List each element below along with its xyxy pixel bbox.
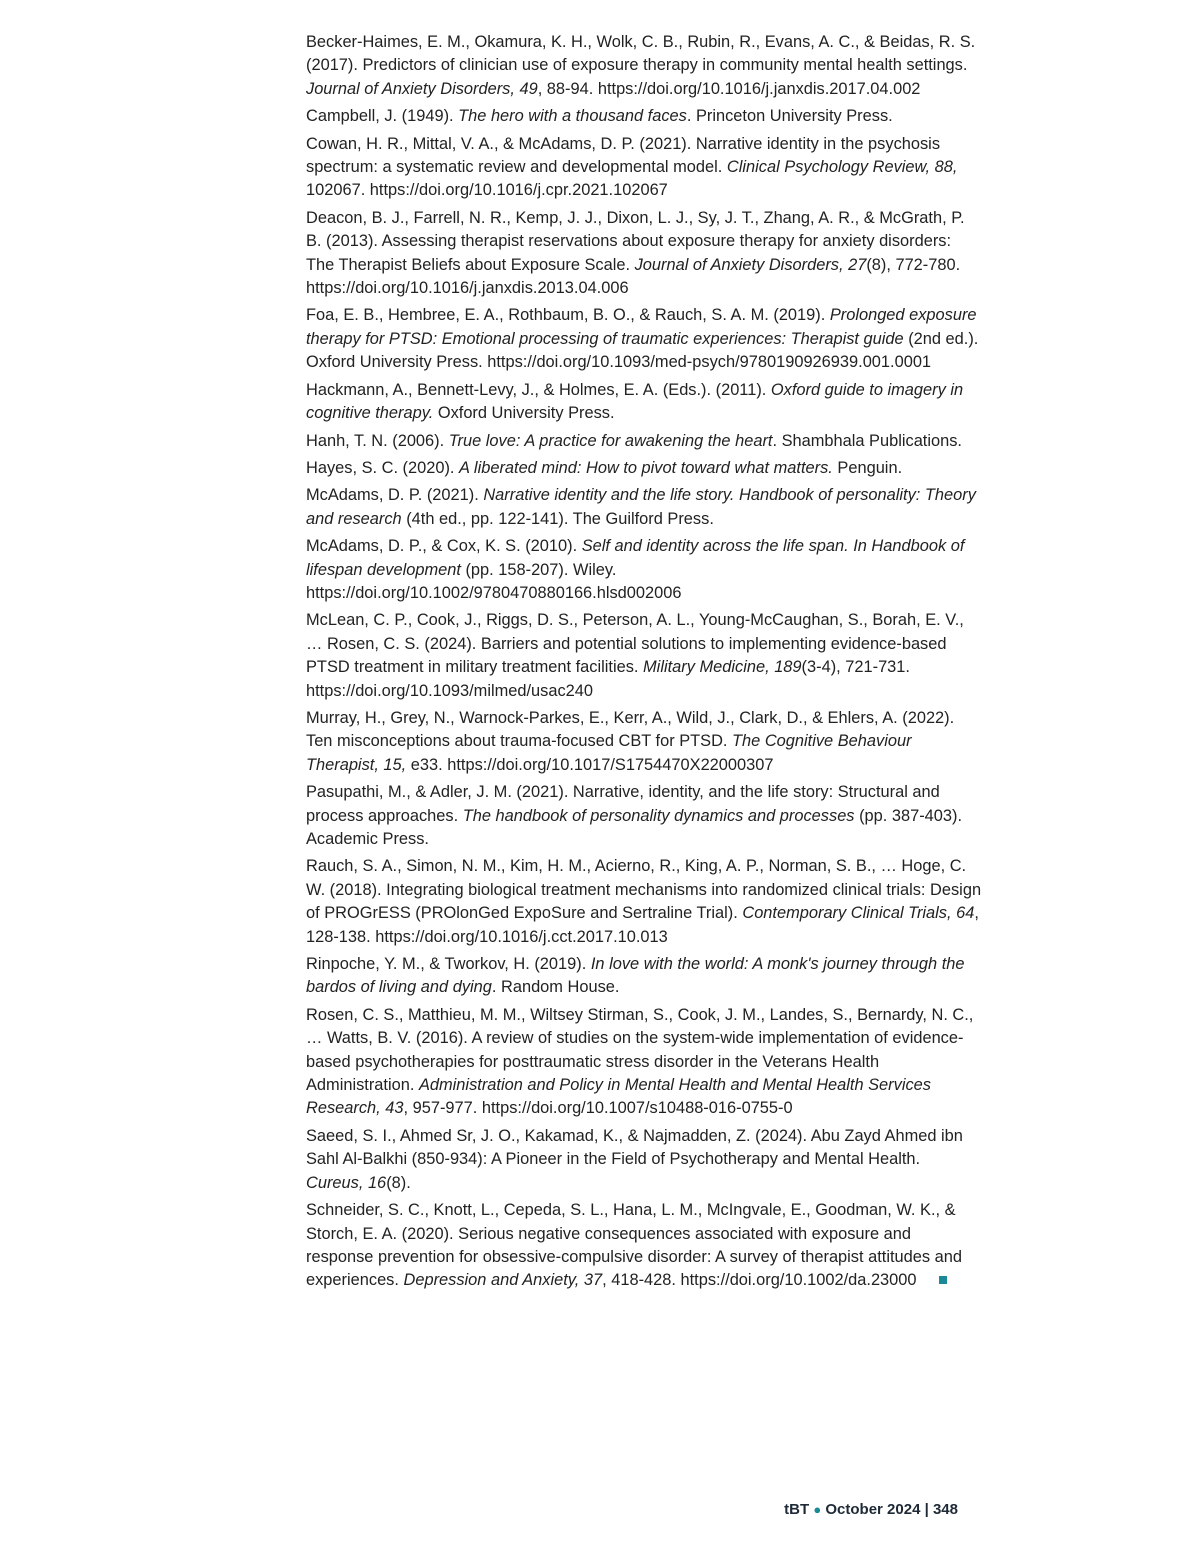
reference-text: (8), 772-780. https://doi.org/10.1016/j.janxdis.2013.04.006 bbox=[306, 255, 961, 298]
reference-entry bbox=[306, 457, 982, 480]
reference-entry bbox=[306, 707, 982, 777]
reference-italic-text: Oxford guide to imagery in cognitive therapy. bbox=[306, 380, 964, 423]
reference-text: Foa, E. B., Hembree, E. A., Rothbaum, B. O., & Rauch, S. A. M. (2019). bbox=[306, 306, 830, 325]
reference-text: Hayes, S. C. (2020). bbox=[306, 458, 460, 477]
reference-italic-text: The hero with a thousand faces bbox=[458, 107, 687, 126]
reference-italic-text: Self and identity across the life span. In Handbook of lifespan development bbox=[306, 537, 965, 579]
reference-text: Becker-Haimes, E. M., Okamura, K. H., Wolk, C. B., Rubin, R., Evans, A. C., & Beidas, R. S. (2017). Predictors of clinician use of exposure therapy in community mental health settings. bbox=[306, 33, 976, 75]
reference-text: (4th ed., pp. 122-141). The Guilford Press. bbox=[401, 509, 714, 528]
reference-text: Schneider, S. C., Knott, L., Cepeda, S. L., Hana, L. M., McIngvale, E., Goodman, W. K., & Storch, E. A. (2020). Serious negative consequences associated with exposure and response prevention for obsessive-compulsive disorder: A survey of therapist attitudes and experiences. bbox=[306, 1201, 962, 1290]
reference-italic-text: In love with the world: A monk's journey through the bardos of living and dying bbox=[306, 955, 965, 997]
reference-entry bbox=[306, 207, 982, 301]
reference-entry bbox=[306, 304, 982, 374]
reference-text: . Princeton University Press. bbox=[686, 107, 893, 126]
reference-entry bbox=[306, 609, 982, 703]
reference-italic-text: Clinical Psychology Review, 88, bbox=[726, 158, 958, 177]
reference-italic-text: Administration and Policy in Mental Health and Mental Health Services Research, 43 bbox=[306, 1076, 931, 1118]
reference-entry bbox=[306, 953, 982, 1000]
reference-italic-text: Contemporary Clinical Trials, 64 bbox=[742, 904, 975, 923]
reference-text: Deacon, B. J., Farrell, N. R., Kemp, J. J., Dixon, L. J., Sy, J. T., Zhang, A. R., & McGrath, P. B. (2013). Assessing therapist reservations about exposure therapy for anxiety disorders: The Therapist Beliefs about Exposure Scale. bbox=[306, 208, 965, 274]
reference-text: (3-4), 721-731. https://doi.org/10.1093/milmed/usac240 bbox=[306, 658, 910, 700]
reference-text: McLean, C. P., Cook, J., Riggs, D. S., Peterson, A. L., Young-McCaughan, S., Borah, E. V., … Rosen, C. S. (2024). Barriers and potential solutions to implementing evidence-based PTSD treatment in military treatment facilities. bbox=[306, 611, 964, 677]
footer-dot: ● bbox=[813, 1502, 822, 1517]
reference-text: Rosen, C. S., Matthieu, M. M., Wiltsey Stirman, S., Cook, J. M., Landes, S., Bernardy, N. C., … Watts, B. V. (2016). A review of studies on the system-wide implementation of evidence-based psychotherapies for posttraumatic stress disorder in the Veterans Health Administration. bbox=[306, 1005, 974, 1095]
reference-text: (2nd ed.). Oxford University Press. https://doi.org/10.1093/med-psych/9780190926939.001.0001 bbox=[306, 329, 979, 372]
reference-text: Pasupathi, M., & Adler, J. M. (2021). Narrative, identity, and the life story: Structural and process approaches. bbox=[306, 783, 940, 825]
reference-italic-text: Military Medicine, 189 bbox=[643, 658, 802, 677]
reference-text: , 128-138. https://doi.org/10.1016/j.cct.2017.10.013 bbox=[306, 904, 979, 946]
reference-text: Cowan, H. R., Mittal, V. A., & McAdams, D. P. (2021). Narrative identity in the psychosis spectrum: a systematic review and developmental model. bbox=[306, 134, 941, 177]
publication-name: tBT bbox=[784, 1501, 810, 1518]
reference-text: Rauch, S. A., Simon, N. M., Kim, H. M., Acierno, R., King, A. P., Norman, S. B., … Hoge, C. W. (2018). Integrating biological treatment mechanisms into randomized clinical trials: Design of PROGrESS (PROlonGed ExpoSure and Sertraline Trial). bbox=[306, 857, 982, 923]
reference-text: 102067. https://doi.org/10.1016/j.cpr.2021.102067 bbox=[306, 181, 668, 200]
reference-text: (8). bbox=[386, 1173, 411, 1192]
reference-entry bbox=[306, 1125, 982, 1195]
reference-list bbox=[306, 31, 982, 1297]
reference-entry bbox=[306, 133, 982, 203]
reference-text: e33. https://doi.org/10.1017/S1754470X22000307 bbox=[406, 755, 774, 774]
reference-entry bbox=[306, 379, 982, 426]
reference-italic-text: Cureus, 16 bbox=[306, 1173, 387, 1192]
reference-italic-text: Prolonged exposure therapy for PTSD: Emotional processing of traumatic experiences: Therapist guide bbox=[306, 306, 977, 348]
issue-date: October 2024 bbox=[825, 1501, 921, 1518]
reference-entry bbox=[306, 855, 982, 949]
reference-italic-text: Narrative identity and the life story. Handbook of personality: Theory and research bbox=[306, 486, 976, 528]
reference-text: , 957-977. https://doi.org/10.1007/s10488-016-0755-0 bbox=[403, 1099, 793, 1118]
reference-italic-text: The Cognitive Behaviour Therapist, 15, bbox=[306, 732, 912, 774]
reference-text: Murray, H., Grey, N., Warnock-Parkes, E., Kerr, A., Wild, J., Clark, D., & Ehlers, A. (2022). Ten misconceptions about trauma-focused CBT for PTSD. bbox=[306, 708, 955, 751]
footer-separator: | bbox=[924, 1501, 929, 1518]
reference-entry bbox=[306, 105, 982, 128]
end-of-article-square-icon bbox=[939, 1276, 947, 1284]
reference-entry bbox=[306, 1004, 982, 1121]
reference-text: McAdams, D. P., & Cox, K. S. (2010). bbox=[306, 537, 582, 556]
reference-text: , 418-428. https://doi.org/10.1002/da.23000 bbox=[602, 1271, 917, 1290]
reference-italic-text: The handbook of personality dynamics and processes bbox=[462, 806, 855, 825]
reference-text: (pp. 387-403). Academic Press. bbox=[306, 806, 963, 848]
reference-text: Hanh, T. N. (2006). bbox=[306, 431, 449, 450]
reference-text: Rinpoche, Y. M., & Tworkov, H. (2019). bbox=[306, 955, 591, 974]
reference-italic-text: Depression and Anxiety, 37 bbox=[403, 1271, 603, 1290]
page-number: 348 bbox=[932, 1501, 958, 1518]
reference-text: . Shambhala Publications. bbox=[772, 431, 962, 450]
reference-text: McAdams, D. P. (2021). bbox=[306, 486, 484, 505]
reference-entry bbox=[306, 535, 982, 605]
reference-entry bbox=[306, 1199, 982, 1293]
reference-entry bbox=[306, 31, 982, 101]
reference-text: , 88-94. https://doi.org/10.1016/j.janxdis.2017.04.002 bbox=[537, 79, 921, 98]
reference-entry bbox=[306, 484, 982, 531]
reference-text: Oxford University Press. bbox=[433, 404, 615, 423]
reference-text: Campbell, J. (1949). bbox=[306, 107, 459, 126]
reference-entry bbox=[306, 430, 982, 453]
reference-text: Saeed, S. I., Ahmed Sr, J. O., Kakamad, K., & Najmadden, Z. (2024). Abu Zayd Ahmed ibn Sahl Al-Balkhi (850-934): A Pioneer in the Field of Psychotherapy and Mental Health. bbox=[306, 1126, 963, 1169]
reference-text: (pp. 158-207). Wiley. https://doi.org/10.1002/9780470880166.hlsd002006 bbox=[306, 560, 682, 602]
reference-italic-text: True love: A practice for awakening the heart bbox=[448, 431, 773, 450]
reference-italic-text: Journal of Anxiety Disorders, 49 bbox=[306, 79, 538, 98]
reference-text: Hackmann, A., Bennett-Levy, J., & Holmes, E. A. (Eds.). (2011). bbox=[306, 380, 771, 399]
reference-italic-text: Journal of Anxiety Disorders, 27 bbox=[634, 255, 867, 274]
reference-text: . Random House. bbox=[491, 978, 620, 997]
reference-text: Penguin. bbox=[832, 458, 903, 477]
reference-italic-text: A liberated mind: How to pivot toward what matters. bbox=[459, 458, 833, 477]
page-footer bbox=[760, 1501, 958, 1518]
reference-entry bbox=[306, 781, 982, 851]
